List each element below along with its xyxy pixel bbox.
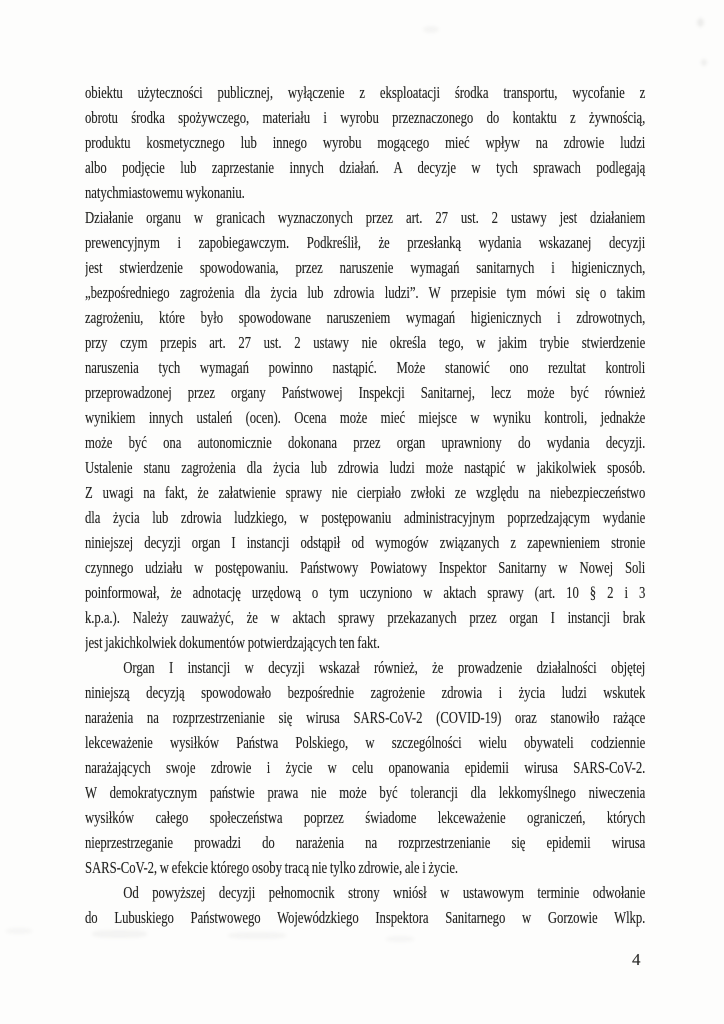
text-line: niniejszej decyzji organ I instancji odstąpił od wymogów związanych z zapewnieniem stronie xyxy=(85,533,646,552)
text-line: k.p.a.). Należy zauważyć, że w aktach sprawy przekazanych przez organ I instancji brak xyxy=(85,608,646,627)
text-line: Organ I instancji w decyzji wskazał również, że prowadzenie działalności objętej xyxy=(123,658,646,677)
text-line: produktu kosmetycznego lub innego wyrobu mogącego mieć wpływ na zdrowie ludzi xyxy=(85,133,646,152)
text-line: Z uwagi na fakt, że załatwienie sprawy nie cierpiało zwłoki ze względu na niebezpieczeństwo xyxy=(85,483,646,502)
text-line: wynikiem innych ustaleń (ocen). Ocena może mieć miejsce w wyniku kontroli, jednakże xyxy=(85,408,646,427)
text-line: jest jakichkolwiek dokumentów potwierdzających ten fakt. xyxy=(85,633,380,652)
document-body xyxy=(85,80,645,930)
page-number: 4 xyxy=(632,950,641,969)
text-line: może być ona autonomicznie dokonana przez organ uprawniony do wydania decyzji. xyxy=(85,433,646,452)
text-line: jest stwierdzenie spowodowania, przez naruszenie wymagań sanitarnych i higienicznych, xyxy=(85,258,646,277)
scan-artifact xyxy=(92,930,147,938)
text-line: Ustalenie stanu zagrożenia dla życia lub zdrowia ludzi może nastąpić w jakikolwiek sposób. xyxy=(85,458,646,477)
text-line: do Lubuskiego Państwowego Wojewódzkiego Inspektora Sanitarnego w Gorzowie Wlkp. xyxy=(85,908,646,927)
text-line: czynnego udziału w postępowaniu. Państwowy Powiatowy Inspektor Sanitarny w Nowej Soli xyxy=(85,558,646,577)
text-line: obiektu użyteczności publicznej, wyłączenie z eksploatacji środka transportu, wycofanie z xyxy=(85,83,646,102)
text-line: obrotu środka spożywczego, materiału i wyrobu przeznaczonego do kontaktu z żywnością, xyxy=(85,108,646,127)
text-line: Działanie organu w granicach wyznaczonych przez art. 27 ust. 2 ustawy jest działaniem xyxy=(85,208,646,227)
text-line: narażających swoje zdrowie i życie w celu opanowania epidemii wirusa SARS-CoV-2. xyxy=(85,758,646,777)
text-line: albo podjęcie lub zaprzestanie innych działań. A decyzje w tych sprawach podlegają xyxy=(85,158,646,177)
scan-artifact xyxy=(423,26,439,33)
text-line: niniejszą decyzją spowodowało bezpośrednie zagrożenie zdrowia i życia ludzi wskutek xyxy=(85,683,646,702)
paragraph xyxy=(85,80,645,205)
text-line: W demokratycznym państwie prawa nie może być tolerancji dla lekkomyślnego niweczenia xyxy=(85,783,646,802)
text-line: Od powyższej decyzji pełnomocnik strony wniósł w ustawowym terminie odwołanie xyxy=(123,883,646,902)
text-line: natychmiastowemu wykonaniu. xyxy=(85,183,245,202)
scan-artifact xyxy=(386,936,414,942)
text-line: narażenia na rozprzestrzenianie się wirusa SARS-CoV-2 (COVID-19) oraz stanowiło rażące xyxy=(85,708,646,727)
text-line: wysiłków całego społeczeństwa poprzez świadome lekceważenie ograniczeń, których xyxy=(85,808,646,827)
paragraph xyxy=(85,205,645,655)
text-line: SARS-CoV-2, w efekcie którego osoby tracą nie tylko zdrowie, ale i życie. xyxy=(85,858,459,877)
text-line: nieprzestrzeganie prowadzi do narażenia na rozprzestrzenianie się epidemii wirusa xyxy=(85,833,646,852)
text-line: prewencyjnym i zapobiegawczym. Podkreślił, że przesłanką wydania wskazanej decyzji xyxy=(85,233,646,252)
text-line: przy czym przepis art. 27 ust. 2 ustawy nie określa tego, w jakim trybie stwierdzenie xyxy=(85,333,646,352)
scan-artifact xyxy=(6,928,32,934)
text-line: naruszenia tych wymagań powinno nastąpić. Może stanowić ono rezultat kontroli xyxy=(85,358,646,377)
text-line: lekceważenie wysiłków Państwa Polskiego, w szczególności wielu obywateli codziennie xyxy=(85,733,646,752)
scan-artifact xyxy=(701,59,707,66)
scan-artifact xyxy=(228,932,286,939)
text-line: zagrożeniu, które było spowodowane naruszeniem wymagań higienicznych i zdrowotnych, xyxy=(85,308,646,327)
text-line: poinformował, że adnotację urzędową o tym uczyniono w aktach sprawy (art. 10 § 2 i 3 xyxy=(85,583,646,602)
text-line: dla życia lub zdrowia ludzkiego, w postępowaniu administracyjnym poprzedzającym wydanie xyxy=(85,508,646,527)
text-line: „bezpośredniego zagrożenia dla życia lub zdrowia ludzi”. W przepisie tym mówi się o takim xyxy=(85,283,646,302)
text-line: przeprowadzonej przez organy Państwowej Inspekcji Sanitarnej, lecz może być również xyxy=(85,383,646,402)
paragraph xyxy=(85,880,645,930)
scan-artifact xyxy=(697,18,704,27)
paragraph xyxy=(85,655,645,880)
